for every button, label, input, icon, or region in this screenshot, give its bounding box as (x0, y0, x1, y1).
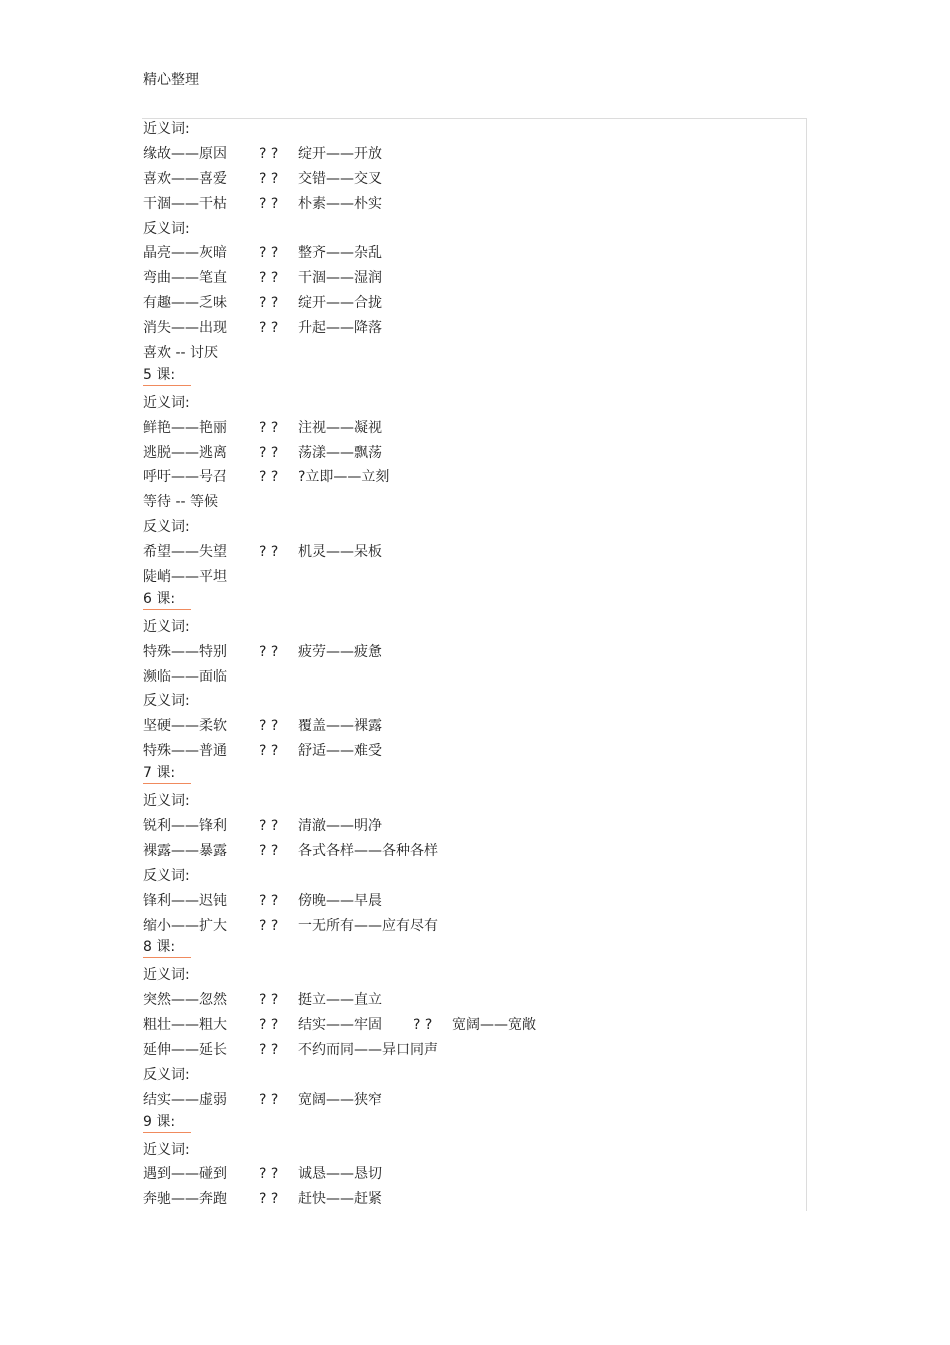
lesson-label: 6 课: (143, 590, 191, 610)
word-pair: 朴素——朴实 (298, 195, 382, 212)
separator-marks: ? ? (413, 1017, 433, 1034)
word-pair: 干涸——干枯 (143, 195, 227, 212)
word-pair-row (143, 665, 793, 690)
word-pair: 特殊——特别 (143, 643, 227, 660)
word-pair: 注视——凝视 (298, 419, 382, 436)
word-pair-row (143, 839, 793, 864)
word-pair: 锐利——锋利 (143, 817, 227, 834)
section-heading-label: 近义词: (143, 121, 190, 137)
word-pair-row (143, 640, 793, 665)
section-heading-label: 反义词: (143, 519, 190, 536)
word-pair-row (143, 914, 793, 939)
word-pair: 逃脱——逃离 (143, 444, 227, 461)
separator-marks: ? ? (259, 245, 279, 262)
word-pair: 突然——忽然 (143, 992, 227, 1009)
separator-marks: ? ? (259, 544, 279, 561)
word-pair: 绽开——开放 (298, 145, 382, 162)
word-pair: 升起——降落 (298, 320, 382, 337)
separator-marks: ? ? (259, 270, 279, 287)
word-pair: 傍晚——早晨 (298, 892, 382, 909)
word-pair-row (143, 291, 793, 316)
word-pair: 覆盖——裸露 (298, 718, 382, 735)
word-pair-row (143, 316, 793, 341)
word-pair-row (143, 988, 793, 1013)
section-heading-label: 反义词: (143, 220, 190, 237)
word-pair: 鲜艳——艳丽 (143, 419, 227, 436)
section-heading (143, 789, 793, 814)
section-heading (143, 1063, 793, 1088)
word-pair: 延伸——延长 (143, 1041, 227, 1058)
section-heading-label: 近义词: (143, 793, 190, 810)
lesson-label: 9 课: (143, 1113, 191, 1133)
lesson-heading (143, 764, 793, 789)
word-pair-row (143, 416, 793, 441)
word-pair: 诚恳——恳切 (298, 1166, 382, 1183)
separator-marks: ? ? (259, 469, 279, 486)
word-pair-row (143, 714, 793, 739)
lesson-label: 8 课: (143, 938, 191, 958)
separator-marks: ? ? (259, 992, 279, 1009)
word-pair-row (143, 441, 793, 466)
section-heading-label: 近义词: (143, 967, 190, 984)
section-heading (143, 217, 793, 242)
word-pair: 宽阔——狭窄 (298, 1091, 382, 1108)
word-pair: 荡漾——飘荡 (298, 444, 382, 461)
section-heading (143, 689, 793, 714)
word-pair: 濒临——面临 (143, 668, 227, 685)
word-pair: 宽阔——宽敞 (452, 1017, 536, 1034)
word-pair-row (143, 540, 793, 565)
word-list (143, 117, 793, 1212)
lesson-label: 5 课: (143, 366, 191, 386)
section-heading (143, 615, 793, 640)
word-pair: 一无所有——应有尽有 (298, 917, 438, 934)
separator-marks: ? ? (259, 917, 279, 934)
word-pair: 结实——虚弱 (143, 1091, 227, 1108)
word-pair-row (143, 1187, 793, 1212)
word-pair: 裸露——暴露 (143, 842, 227, 859)
separator-marks: ? ? (259, 419, 279, 436)
section-heading-label: 近义词: (143, 394, 190, 411)
lesson-heading (143, 590, 793, 615)
word-pair: 机灵——呆板 (298, 544, 382, 561)
word-pair: 呼吁——号召 (143, 469, 227, 486)
word-pair: 各式各样——各种各样 (298, 842, 438, 859)
separator-marks: ? ? (259, 145, 279, 162)
word-pair: 喜欢——喜爱 (143, 170, 227, 187)
word-pair: 喜欢 -- 讨厌 (143, 345, 219, 362)
word-pair: 消失——出现 (143, 320, 227, 337)
separator-marks: ? ? (259, 718, 279, 735)
separator-marks: ? ? (259, 295, 279, 312)
word-pair-row (143, 266, 793, 291)
separator-marks: ? ? (259, 892, 279, 909)
word-pair-row (143, 1038, 793, 1063)
word-pair: 有趣——乏味 (143, 295, 227, 312)
word-pair: 结实——牢固 (298, 1017, 382, 1034)
word-pair: 不约而同——异口同声 (298, 1041, 438, 1058)
word-pair-row (143, 167, 793, 192)
word-pair: 特殊——普通 (143, 743, 227, 760)
separator-marks: ? ? (259, 1166, 279, 1183)
word-pair: 坚硬——柔软 (143, 718, 227, 735)
word-pair: 挺立——直立 (298, 992, 382, 1009)
section-heading (143, 1138, 793, 1163)
word-pair: 交错——交叉 (298, 170, 382, 187)
word-pair-row (143, 565, 793, 590)
word-pair: 疲劳——疲惫 (298, 643, 382, 660)
word-pair-row (143, 490, 793, 515)
section-heading (143, 391, 793, 416)
separator-marks: ? ? (259, 1017, 279, 1034)
separator-marks: ? ? (259, 743, 279, 760)
section-heading (143, 864, 793, 889)
word-pair: 晶亮——灰暗 (143, 245, 227, 262)
word-pair: 缩小——扩大 (143, 917, 227, 934)
word-pair-row (143, 142, 793, 167)
word-pair: 整齐——杂乱 (298, 245, 382, 262)
word-pair: 等待 -- 等候 (143, 494, 219, 511)
lesson-label: 7 课: (143, 764, 191, 784)
word-pair: 舒适——难受 (298, 743, 382, 760)
section-heading-label: 近义词: (143, 1141, 190, 1158)
word-pair-row (143, 341, 793, 366)
word-pair: 陡峭——平坦 (143, 569, 227, 586)
lesson-heading (143, 366, 793, 391)
word-pair: 奔驰——奔跑 (143, 1191, 227, 1208)
word-pair-row (143, 814, 793, 839)
word-pair: 赶快——赶紧 (298, 1191, 382, 1208)
separator-marks: ? ? (259, 817, 279, 834)
separator-marks: ? ? (259, 195, 279, 212)
separator-marks: ? ? (259, 444, 279, 461)
separator-marks: ? ? (259, 1091, 279, 1108)
section-heading (143, 117, 793, 142)
word-pair-row (143, 465, 793, 490)
word-pair-row (143, 1013, 793, 1038)
page-header-title: 精心整理 (143, 72, 199, 88)
word-pair: 弯曲——笔直 (143, 270, 227, 287)
word-pair: ?立即——立刻 (298, 469, 390, 486)
section-heading (143, 515, 793, 540)
word-pair: 干涸——湿润 (298, 270, 382, 287)
word-pair: 绽开——合拢 (298, 295, 382, 312)
separator-marks: ? ? (259, 1191, 279, 1208)
section-heading-label: 近义词: (143, 618, 190, 635)
word-pair-row (143, 1088, 793, 1113)
separator-marks: ? ? (259, 170, 279, 187)
word-pair: 粗壮——粗大 (143, 1017, 227, 1034)
separator-marks: ? ? (259, 842, 279, 859)
section-heading-label: 反义词: (143, 867, 190, 884)
section-heading (143, 963, 793, 988)
word-pair: 清澈——明净 (298, 817, 382, 834)
separator-marks: ? ? (259, 643, 279, 660)
word-pair: 缘故——原因 (143, 145, 227, 162)
word-pair-row (143, 192, 793, 217)
word-pair: 锋利——迟钝 (143, 892, 227, 909)
word-pair: 希望——失望 (143, 544, 227, 561)
separator-marks: ? ? (259, 1041, 279, 1058)
section-heading-label: 反义词: (143, 1066, 190, 1083)
word-pair-row (143, 241, 793, 266)
word-pair-row (143, 739, 793, 764)
word-pair-row (143, 889, 793, 914)
separator-marks: ? ? (259, 320, 279, 337)
section-heading-label: 反义词: (143, 693, 190, 710)
word-pair: 遇到——碰到 (143, 1166, 227, 1183)
lesson-heading (143, 1113, 793, 1138)
lesson-heading (143, 938, 793, 963)
word-pair-row (143, 1162, 793, 1187)
